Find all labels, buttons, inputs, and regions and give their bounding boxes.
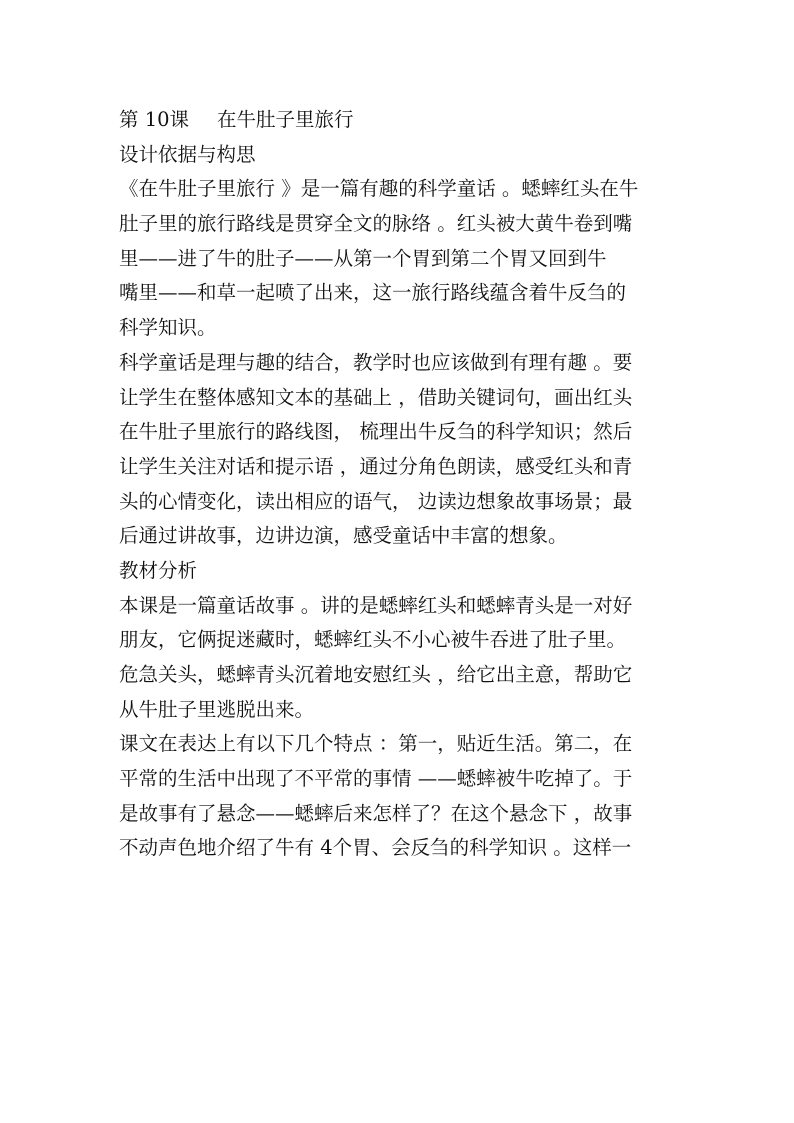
lesson-number: 第 10课 — [119, 108, 190, 131]
lesson-title — [119, 103, 679, 138]
text-line: 课文在表达上有以下几个特点 ：第一，贴近生活。第二，在 — [119, 732, 633, 756]
text-line: 平常的生活中出现了不平常的事情 ——蟋蟀被牛吃掉了。于 — [119, 767, 633, 791]
document-page — [119, 103, 679, 866]
paragraph — [119, 172, 679, 345]
text-line: 里——进了牛的肚子——从第一个胃到第二个胃又回到牛 — [119, 246, 607, 270]
text-line: 朋友，它俩捉迷藏时，蟋蟀红头不小心被牛吞进了肚子里。 — [119, 628, 627, 652]
text-line: 科学童话是理与趣的结合，教学时也应该做到有理有趣 。要 — [119, 350, 633, 374]
text-line: 让学生关注对话和提示语 ，通过分角色朗读，感受红头和青 — [119, 454, 633, 478]
lesson-name: 在牛肚子里旅行 — [217, 108, 354, 131]
text-line: 是故事有了悬念——蟋蟀后来怎样了？在这个悬念下 ，故事 — [119, 801, 633, 825]
section-heading: 设计依据与构思 — [119, 142, 256, 166]
text-line: 肚子里的旅行路线是贯穿全文的脉络 。红头被大黄牛卷到嘴 — [119, 212, 633, 236]
text-line: 头的心情变化，读出相应的语气， 边读边想象故事场景；最 — [119, 489, 633, 513]
text-line: 本课是一篇童话故事 。讲的是蟋蟀红头和蟋蟀青头是一对好 — [119, 593, 633, 617]
text-line: 让学生在整体感知文本的基础上 ，借助关键词句，画出红头 — [119, 385, 633, 409]
text-line: 不动声色地介绍了牛有 4个胃、会反刍的科学知识 。这样一 — [119, 836, 632, 860]
text-line: 《在牛肚子里旅行 》是一篇有趣的科学童话 。蟋蟀红头在牛 — [119, 177, 639, 201]
paragraph — [119, 346, 679, 554]
section-heading: 教材分析 — [119, 558, 198, 582]
paragraph — [119, 727, 679, 866]
text-line: 从牛肚子里逃脱出来。 — [119, 697, 315, 721]
text-line: 后通过讲故事，边讲边演，感受童话中丰富的想象。 — [119, 524, 568, 548]
text-line: 嘴里——和草一起喷了出来，这一旅行路线蕴含着牛反刍的 — [119, 281, 627, 305]
text-line: 危急关头，蟋蟀青头沉着地安慰红头 ，给它出主意，帮助它 — [119, 663, 633, 686]
paragraph — [119, 589, 679, 728]
text-line: 科学知识。 — [119, 316, 217, 340]
text-line: 在牛肚子里旅行的路线图， 梳理出牛反刍的科学知识；然后 — [119, 420, 633, 444]
